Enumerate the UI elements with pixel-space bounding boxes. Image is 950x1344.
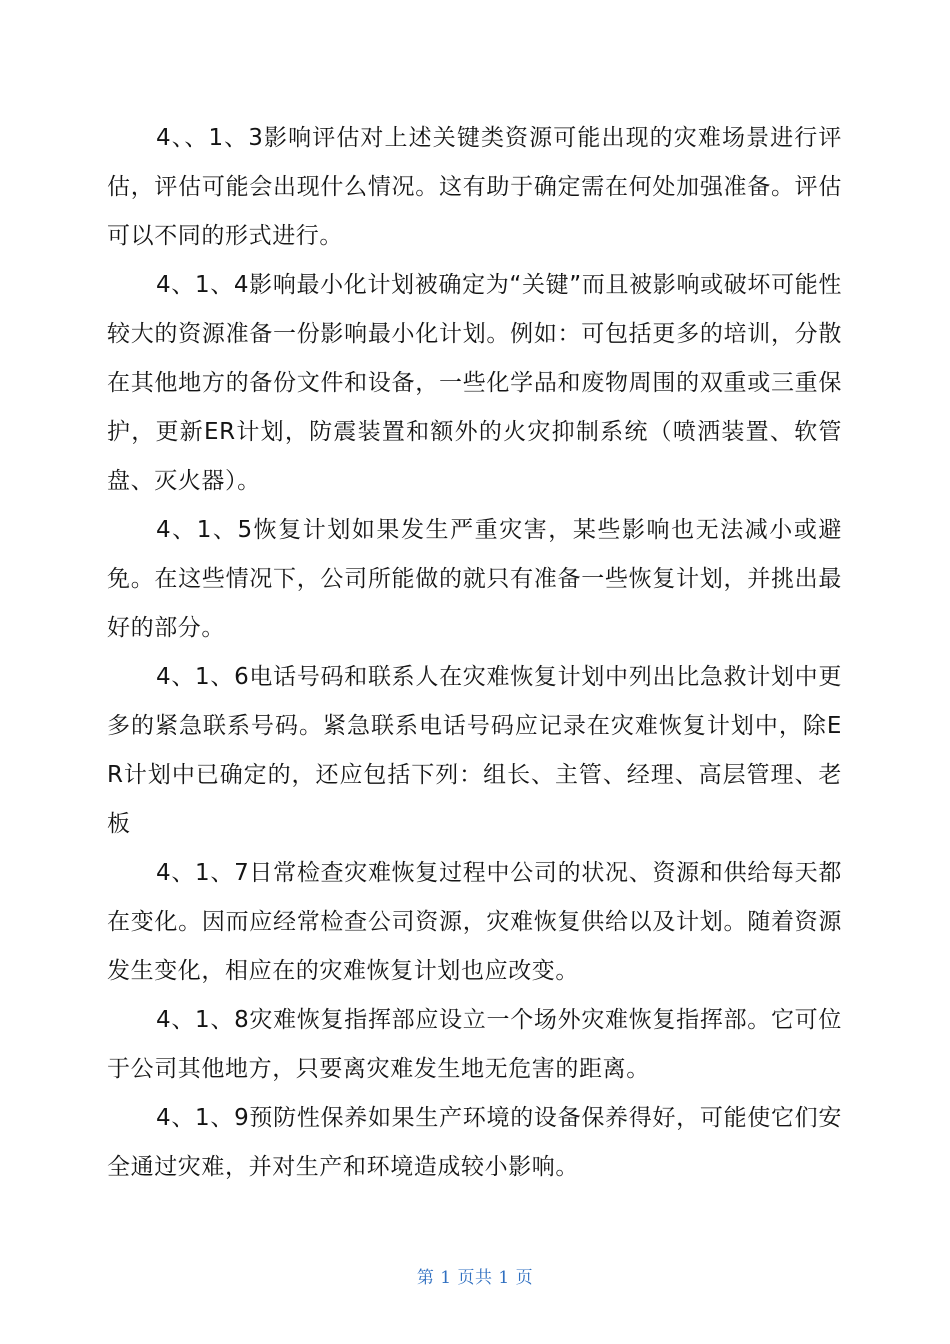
paragraph-4-1-7: 4、1、7日常检查灾难恢复过程中公司的状况、资源和供给每天都在变化。因而应经常检查公司资源，灾难恢复供给以及计划。随着资源发生变化，相应在的灾难恢复计划也应改变。 (107, 860, 842, 984)
paragraph-4-1-3: 4、、1、3影响评估对上述关键类资源可能出现的灾难场景进行评估，评估可能会出现什么情况。这有助于确定需在何处加强准备。评估可以不同的形式进行。 (107, 125, 842, 249)
document-body (107, 114, 842, 1192)
paragraph-4-1-9: 4、1、9预防性保养如果生产环境的设备保养得好，可能使它们安全通过灾难，并对生产和环境造成较小影响。 (107, 1105, 842, 1180)
paragraph-4-1-6: 4、1、6电话号码和联系人在灾难恢复计划中列出比急救计划中更多的紧急联系号码。紧急联系电话号码应记录在灾难恢复计划中，除ER计划中已确定的，还应包括下列：组长、主管、经理、高层管理、老板 (107, 664, 842, 837)
paragraph-4-1-5: 4、1、5恢复计划如果发生严重灾害，某些影响也无法减小或避免。在这些情况下，公司所能做的就只有准备一些恢复计划，并挑出最好的部分。 (107, 517, 842, 641)
paragraph-4-1-8: 4、1、8灾难恢复指挥部应设立一个场外灾难恢复指挥部。它可位于公司其他地方，只要离灾难发生地无危害的距离。 (107, 1007, 842, 1082)
paragraph-4-1-4: 4、1、4影响最小化计划被确定为“关键”而且被影响或破坏可能性较大的资源准备一份影响最小化计划。例如：可包括更多的培训，分散在其他地方的备份文件和设备，一些化学品和废物周围的双重或三重保护，更新ER计划，防震装置和额外的火灾抑制系统（喷洒装置、软管盘、灭火器）。 (107, 272, 842, 494)
page-number-footer: 第 1 页共 1 页 (416, 1268, 534, 1288)
